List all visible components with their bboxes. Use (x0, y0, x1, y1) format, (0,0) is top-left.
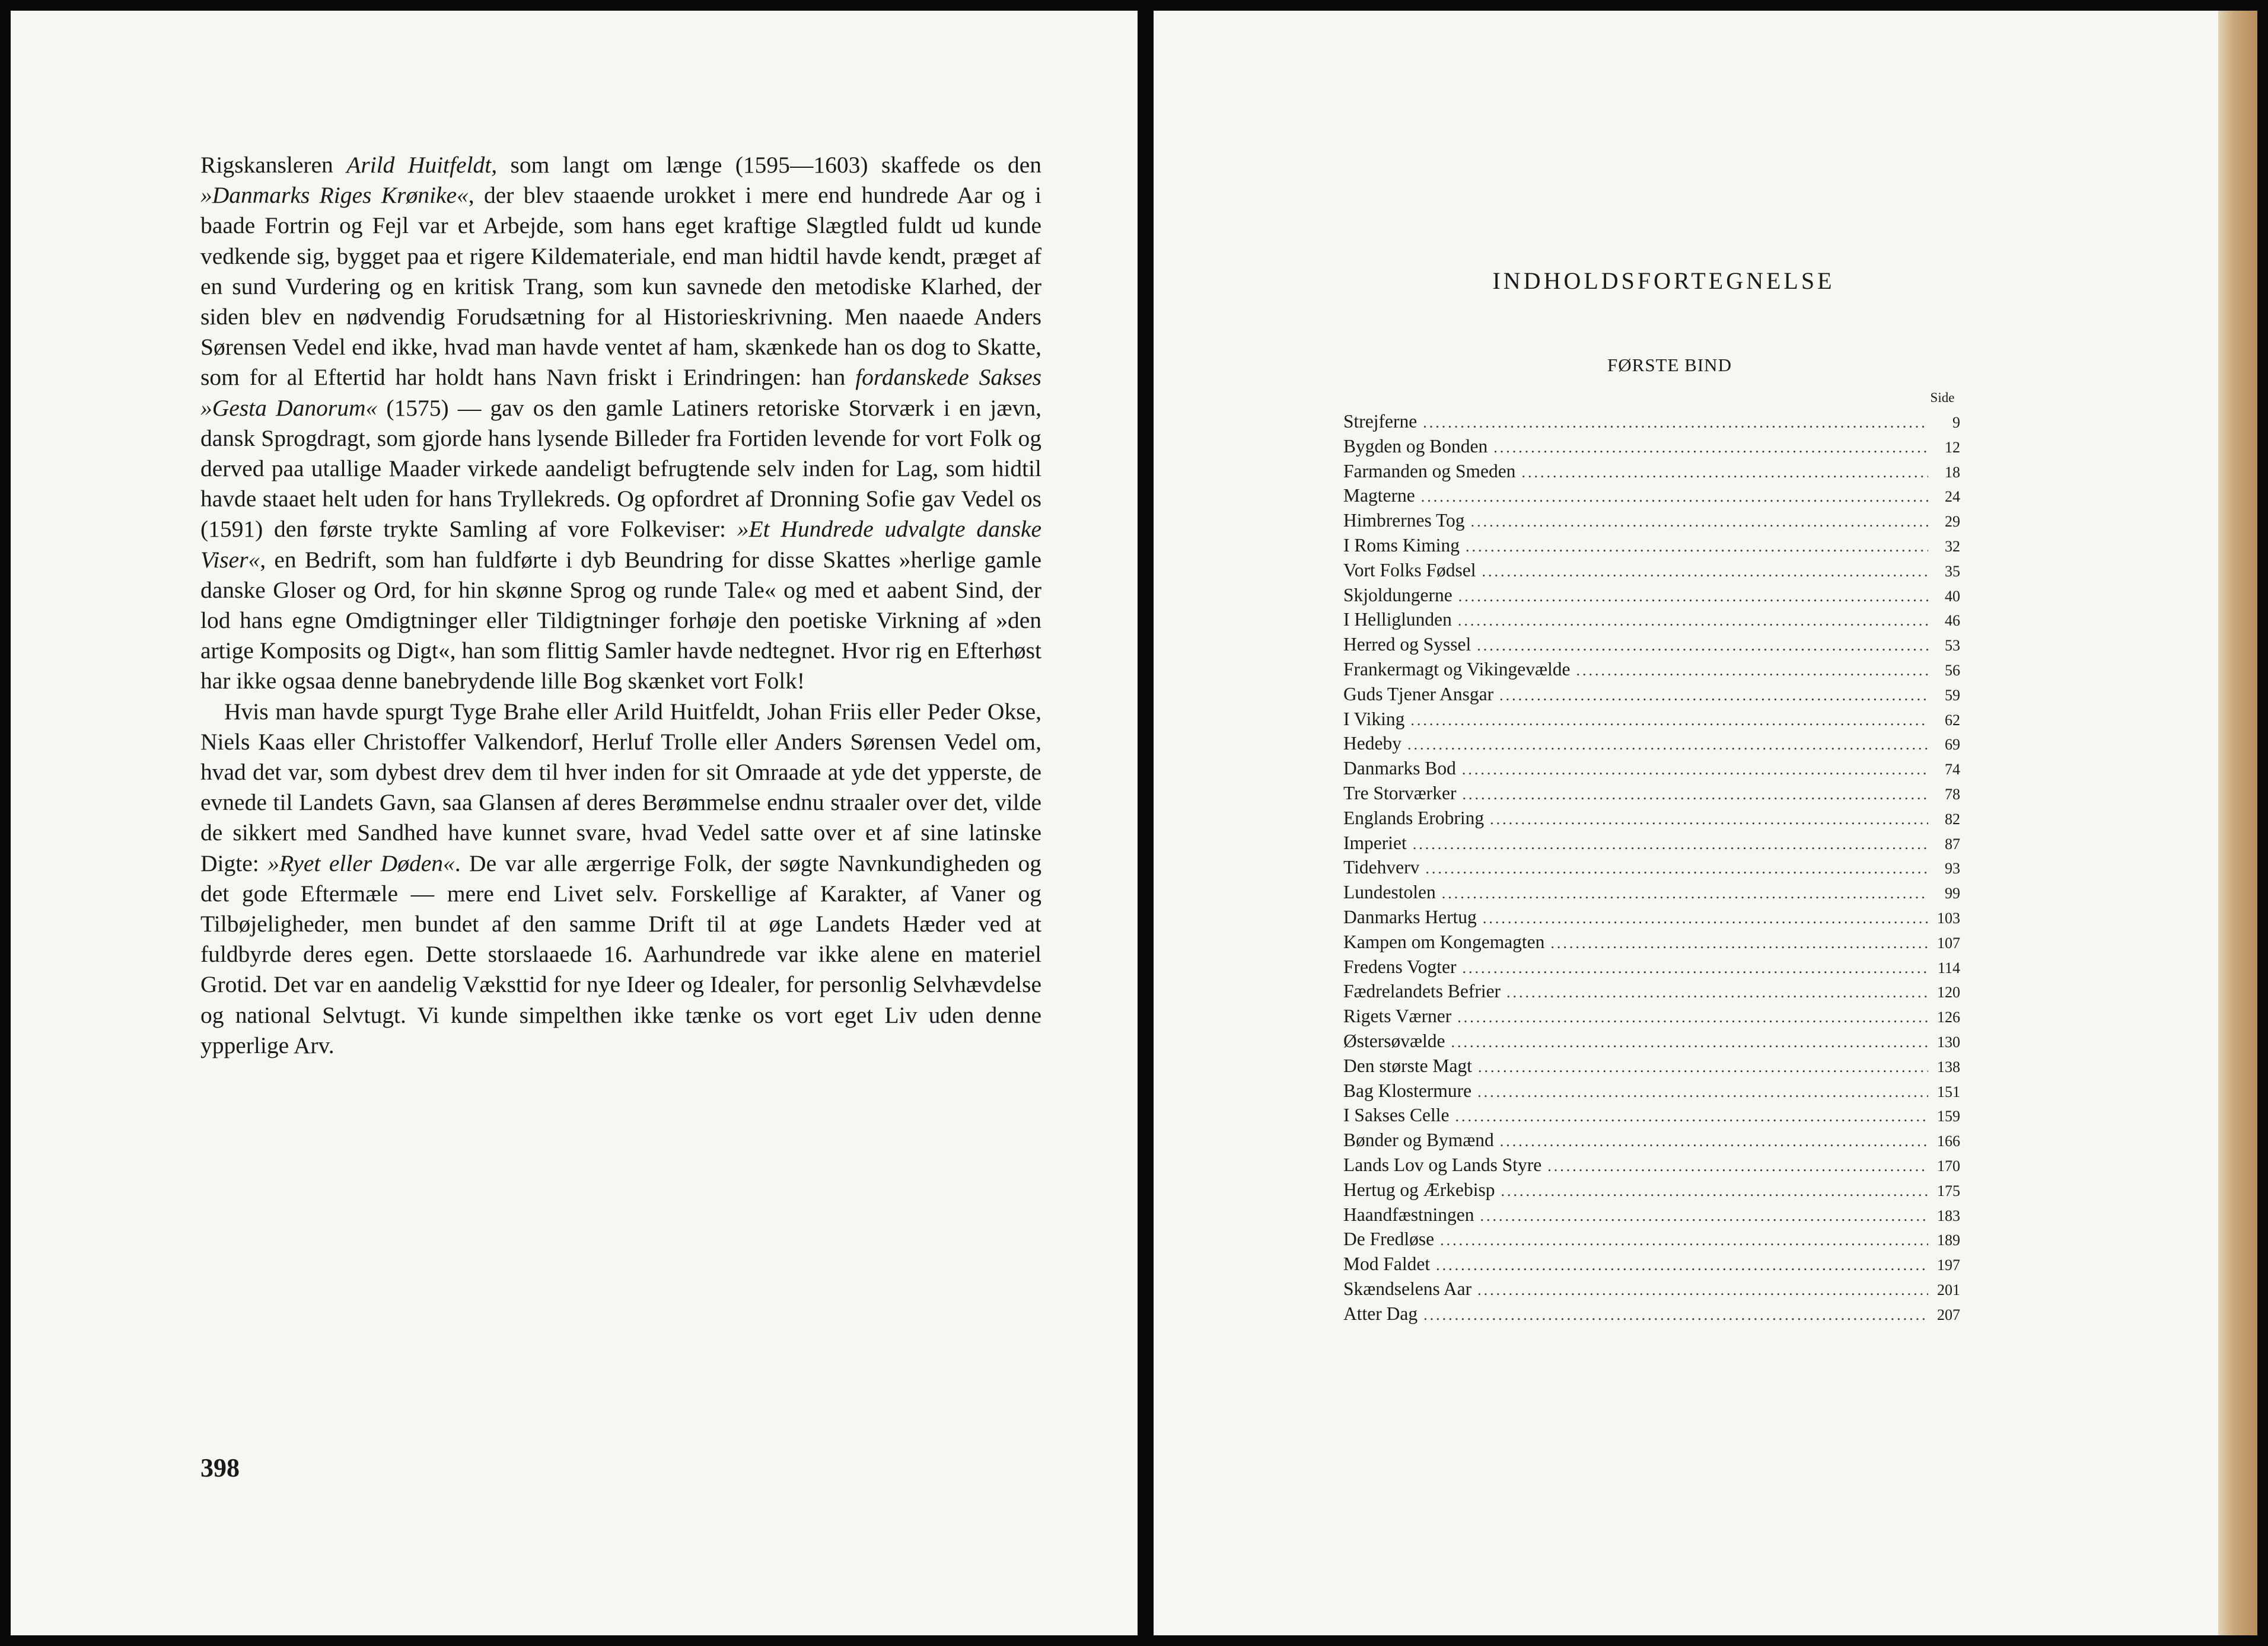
text-run: (1575) — gav os den gamle Latiners retoriske Storværk i en jævn, dansk Sprogdragt, som gjorde hans lysende Billeder fra Fortiden levende for vort Folk og derved paa utallige Maader virkede aandeligt befrugtende selv inden for Lag, som hidtil havde staaet helt uden for hans Tryllekreds. Og opfordret af Dronning Sofie gav Vedel os (1591) den første trykte Samling af vore Folkeviser: (200, 394, 1041, 543)
toc-entry-title: Danmarks Hertug (1343, 906, 1477, 927)
toc-entry-title: Bønder og Bymænd (1343, 1130, 1494, 1151)
dot-leader (1423, 1306, 1928, 1324)
toc-entry (1343, 659, 1960, 684)
toc-entry (1343, 609, 1960, 634)
toc-entry-title: Fredens Vogter (1343, 956, 1457, 977)
dot-leader (1442, 885, 1928, 902)
toc-list (1343, 411, 1960, 1328)
text-run: som langt om længe (1595—1603) skaffede os den (497, 152, 1041, 178)
toc-entry (1343, 1204, 1960, 1229)
text-run: . De var alle ærgerrige Folk, der søgte Navnkundigheden og det gode Eftermæle — mere end Livet selv. Forskellige af Karakter, af Vaner og Tilbøjeligheder, men bundet af den samme Drift til at øge Landets Hæder ved at fuldbyrde deres egen. Dette storslaaede 16. Aarhundrede var ikke alene en materiel Grotid. Det var en aandelig Væksttid for nye Ideer og Idealer, for personlig Selvhævdelse og national Selvtugt. Vi kunde simpelthen ikke tænke os vort eget Liv uden denne ypperlige Arv. (200, 850, 1041, 1058)
dot-leader (1499, 687, 1928, 704)
toc-entry-title: Magterne (1343, 485, 1415, 506)
page-number: 398 (200, 1453, 240, 1482)
toc-entry (1343, 1303, 1960, 1328)
toc-entry-title: Tidehverv (1343, 857, 1420, 878)
toc-entry-page: 56 (1945, 661, 1960, 679)
dot-leader (1471, 513, 1928, 531)
toc-entry-page: 69 (1945, 736, 1960, 754)
toc-entry-title: Hedeby (1343, 733, 1401, 754)
dot-leader (1457, 1009, 1928, 1026)
toc-entry (1343, 733, 1960, 758)
italic-text: fordanskede Sakses »Gesta Danorum« (200, 364, 1041, 421)
toc-entry (1343, 1278, 1960, 1303)
dot-leader (1413, 835, 1928, 853)
toc-entry-page: 74 (1945, 761, 1960, 779)
toc-entry (1343, 832, 1960, 857)
toc-entry-title: Imperiet (1343, 832, 1407, 853)
toc-entry (1343, 1154, 1960, 1179)
dot-leader (1423, 414, 1928, 432)
toc-entry (1343, 1031, 1960, 1055)
toc-entry-page: 189 (1937, 1232, 1960, 1249)
toc-entry-page: 82 (1945, 810, 1960, 828)
toc-entry-page: 99 (1945, 885, 1960, 902)
toc-entry-page: 32 (1945, 537, 1960, 555)
dot-leader (1466, 538, 1928, 556)
toc-title: INDHOLDSFORTEGNELSE (1492, 267, 1835, 294)
toc-entry (1343, 1080, 1960, 1105)
dot-leader (1477, 1083, 1928, 1101)
toc-entry-page: 40 (1945, 587, 1960, 605)
dot-leader (1455, 1108, 1928, 1125)
text-run: , en Bedrift, som han fuldførte i dyb Beundring for disse Skattes »herlige gamle danske Gloser og Ord, for hin skønne Sprog og runde Tale« og med et aabent Sind, der lod hans egne Omdigtninger eller Tildigtninger forhøje den poetiske Virkning af »den artige Komposits og Digt«, han som flittig Samler havde nedtegnet. Hvor rig en Efterhøst har ikke ogsaa denne banebrydende lille Bog skænket vort Folk! (200, 546, 1041, 694)
toc-entry-title: Kampen om Kongemagten (1343, 931, 1545, 952)
toc-entry (1343, 485, 1960, 510)
text-run: Hvis man havde spurgt Tyge Brahe eller Arild Huitfeldt, Johan Friis eller Peder Okse, Niels Kaas eller Christoffer Valkendorf, Herluf Trolle eller Anders Sørensen Vedel om, hvad det var, som dybest drev dem til hver inden for sit Omraade at yde det ypperste, de evnede til Landets Gavn, saa Glansen af deres Berømmelse endnu straaler over det, vilde de sikkert med Sandhed have kunnet svare, hvad Vedel satte over et af sine latinske Digte: (200, 698, 1041, 876)
dot-leader (1436, 1256, 1928, 1274)
dot-leader (1451, 1033, 1928, 1051)
toc-entry-title: Skændselens Aar (1343, 1278, 1472, 1299)
toc-entry (1343, 783, 1960, 808)
toc-entry-title: Guds Tjener Ansgar (1343, 683, 1494, 704)
toc-entry-page: 207 (1937, 1306, 1960, 1323)
dot-leader (1477, 637, 1928, 655)
toc-entry (1343, 981, 1960, 1006)
dot-leader (1458, 588, 1928, 605)
toc-entry-title: Haandfæstningen (1343, 1204, 1474, 1225)
dot-leader (1500, 1133, 1928, 1150)
toc-entry-title: I Roms Kiming (1343, 534, 1460, 556)
toc-entry-page: 24 (1945, 488, 1960, 506)
toc-entry (1343, 709, 1960, 733)
body-text (200, 150, 1041, 1061)
toc-entry (1343, 684, 1960, 709)
toc-entry-page: 35 (1945, 562, 1960, 580)
dot-leader (1477, 1281, 1928, 1299)
toc-entry (1343, 1179, 1960, 1204)
toc-entry (1343, 1105, 1960, 1130)
toc-entry (1343, 585, 1960, 610)
toc-entry (1343, 461, 1960, 486)
italic-text: »Ryet eller Døden« (267, 850, 455, 876)
toc-entry-page: 120 (1937, 984, 1960, 1001)
toc-entry (1343, 560, 1960, 585)
toc-entry-page: 114 (1937, 959, 1960, 977)
toc-entry-title: Strejferne (1343, 411, 1418, 432)
toc-entry (1343, 907, 1960, 932)
page-column-label: Side (1930, 390, 1955, 405)
toc-entry-title: Lundestolen (1343, 882, 1436, 903)
toc-entry-title: Fædrelandets Befrier (1343, 981, 1501, 1002)
dot-leader (1480, 1207, 1928, 1225)
toc-entry-title: Den største Magt (1343, 1055, 1472, 1076)
toc-entry-page: 29 (1945, 513, 1960, 531)
toc-entry (1343, 510, 1960, 535)
toc-entry (1343, 436, 1960, 461)
toc-entry-title: Atter Dag (1343, 1303, 1418, 1324)
toc-entry-page: 62 (1945, 711, 1960, 729)
toc-entry (1343, 956, 1960, 981)
toc-entry-page: 12 (1945, 438, 1960, 456)
volume-title: FØRSTE BIND (1607, 355, 1732, 375)
toc-entry-page: 183 (1937, 1207, 1960, 1224)
text-run: , der blev staaende urokket i mere end hundrede Aar og i baade Fortrin og Fejl var et Arbejde, som hans eget kraftige Slægtled fuldt ud kunde vedkende sig, bygget paa et rigere Kildemateriale, end man hidtil havde kendt, præget af en sund Vurdering og en kritisk Trang, som kun savnede den metodiske Klarhed, der siden blev en nødvendig Forudsætning for al Historieskrivning. Men naaede Anders Sørensen Vedel end ikke, hvad man havde ventet af ham, skænkede han os dog to Skatte, som for al Eftertid har holdt hans Navn friskt i Erindringen: han (200, 182, 1042, 391)
toc-entry-page: 103 (1937, 909, 1960, 927)
dot-leader (1462, 761, 1928, 779)
toc-entry-title: Tre Storværker (1343, 782, 1457, 803)
toc-entry-page: 107 (1937, 934, 1960, 952)
toc-entry-title: Hertug og Ærkebisp (1343, 1179, 1495, 1200)
toc-entry-title: Farmanden og Smeden (1343, 460, 1516, 481)
dot-leader (1482, 563, 1928, 580)
dot-leader (1490, 811, 1928, 828)
dot-leader (1462, 959, 1928, 977)
toc-entry-title: Bag Klostermure (1343, 1080, 1472, 1101)
toc-entry-title: Østersøvælde (1343, 1030, 1445, 1051)
dot-leader (1493, 439, 1928, 457)
toc-entry-title: I Sakses Celle (1343, 1105, 1450, 1126)
toc-entry (1343, 758, 1960, 783)
toc-entry-page: 18 (1945, 463, 1960, 481)
dot-leader (1407, 736, 1928, 754)
dot-leader (1410, 712, 1928, 729)
dot-leader (1506, 984, 1928, 1001)
toc-entry (1343, 1229, 1960, 1253)
dot-leader (1458, 612, 1928, 630)
toc-entry-page: 93 (1945, 860, 1960, 878)
dot-leader (1462, 786, 1928, 803)
dot-leader (1547, 1157, 1928, 1175)
toc-entry-page: 87 (1945, 835, 1960, 853)
dot-leader (1501, 1182, 1928, 1200)
toc-entry-page: 159 (1937, 1108, 1960, 1125)
dot-leader (1421, 488, 1928, 506)
italic-text: »Et Hundrede udvalgte danske Viser« (200, 516, 1042, 573)
toc-entry (1343, 535, 1960, 560)
dot-leader (1550, 934, 1928, 952)
toc-entry-page: 126 (1937, 1009, 1960, 1026)
toc-entry-title: Rigets Værner (1343, 1006, 1452, 1027)
toc-entry-page: 46 (1945, 612, 1960, 630)
toc-entry (1343, 1253, 1960, 1278)
toc-entry (1343, 1055, 1960, 1080)
toc-entry-page: 59 (1945, 686, 1960, 704)
right-page (1154, 11, 2221, 1635)
toc-entry-page: 151 (1937, 1083, 1960, 1100)
toc-entry-page: 175 (1937, 1182, 1960, 1200)
italic-text: »Danmarks Riges Krønike« (200, 182, 469, 209)
toc-entry-title: Mod Faldet (1343, 1253, 1431, 1275)
body-paragraph (200, 697, 1041, 1061)
toc-entry-page: 78 (1945, 785, 1960, 803)
toc-entry-title: Danmarks Bod (1343, 758, 1456, 779)
left-page (11, 11, 1138, 1635)
dot-leader (1440, 1232, 1928, 1249)
toc-entry (1343, 808, 1960, 832)
text-run: Rigskansleren (200, 152, 347, 178)
toc-entry-title: Skjoldungerne (1343, 584, 1452, 605)
toc-entry (1343, 634, 1960, 659)
toc-entry-title: Vort Folks Fødsel (1343, 559, 1476, 580)
toc-entry-page: 130 (1937, 1033, 1960, 1051)
toc-entry-title: I Viking (1343, 708, 1405, 729)
toc-entry-page: 201 (1937, 1281, 1960, 1299)
dot-leader (1483, 910, 1928, 927)
toc-entry-page: 170 (1937, 1157, 1960, 1175)
toc-entry-title: De Fredløse (1343, 1229, 1435, 1250)
toc-entry-title: Frankermagt og Vikingevælde (1343, 658, 1571, 680)
toc-entry (1343, 932, 1960, 956)
toc-entry-page: 9 (1952, 414, 1960, 431)
toc-entry-title: Himbrernes Tog (1343, 510, 1465, 531)
toc-entry (1343, 1006, 1960, 1031)
toc-entry-title: Herred og Syssel (1343, 634, 1471, 655)
toc-entry (1343, 857, 1960, 882)
toc-entry-title: Bygden og Bonden (1343, 435, 1488, 457)
book-page-edge (2218, 11, 2257, 1635)
italic-text: Arild Huitfeldt, (346, 152, 498, 178)
body-paragraph (200, 150, 1041, 697)
dot-leader (1576, 662, 1928, 680)
toc-entry-title: Englands Erobring (1343, 807, 1485, 828)
toc-entry (1343, 1130, 1960, 1154)
toc-entry-page: 138 (1937, 1058, 1960, 1076)
dot-leader (1521, 464, 1928, 481)
toc-entry (1343, 411, 1960, 436)
toc-entry-page: 197 (1937, 1256, 1960, 1274)
toc-entry-page: 53 (1945, 637, 1960, 655)
dot-leader (1425, 860, 1928, 878)
toc-entry-page: 166 (1937, 1133, 1960, 1150)
toc-entry (1343, 882, 1960, 907)
dot-leader (1478, 1058, 1928, 1076)
toc-entry-title: I Helliglunden (1343, 609, 1452, 630)
toc-entry-title: Lands Lov og Lands Styre (1343, 1154, 1542, 1175)
